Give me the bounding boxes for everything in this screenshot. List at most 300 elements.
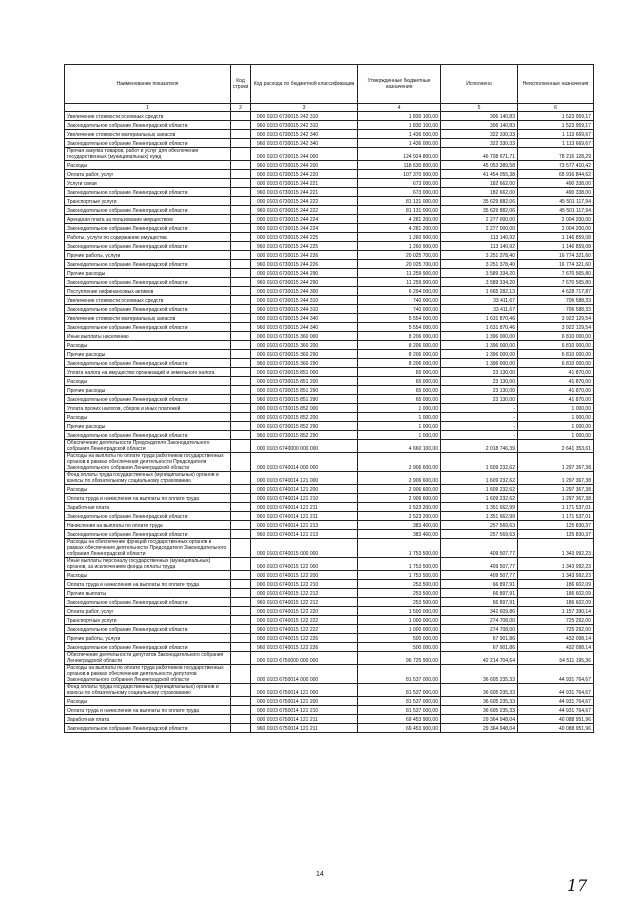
row-budget-code: 960 0103 6740015 122 212: [251, 598, 358, 607]
row-approved: 1 753 500,00: [358, 539, 441, 558]
row-executed: 36 605 235,33: [441, 697, 518, 706]
row-approved: 1 500 000,00: [358, 607, 441, 616]
table-row: [65, 121, 594, 130]
row-executed: 113 140,92: [441, 242, 518, 251]
row-budget-code: 000 0103 6740015 122 210: [251, 580, 358, 589]
row-approved: 81 131 000,00: [358, 197, 441, 206]
row-executed: 1 396 000,00: [441, 359, 518, 368]
row-approved: 4 281 200,00: [358, 224, 441, 233]
row-executed: 257 569,63: [441, 521, 518, 530]
row-unexecuted: 1 343 992,23: [518, 558, 594, 571]
row-unexecuted: 1 343 992,23: [518, 571, 594, 580]
table-row: [65, 558, 594, 571]
row-line-code: [231, 188, 251, 197]
row-unexecuted: 2 641 353,61: [518, 440, 594, 453]
row-line-code: [231, 616, 251, 625]
row-name: Расходы на обеспечение функций государственных органов в рамках обеспечения деятельности Председателя Законодательного собрания Ленинградской области: [65, 539, 231, 558]
row-executed: 67 901,86: [441, 643, 518, 652]
row-budget-code: 000 0103 6730015 244 221: [251, 179, 358, 188]
row-executed: 2 277 000,00: [441, 224, 518, 233]
row-budget-code: 000 0103 6730015 244 310: [251, 296, 358, 305]
row-line-code: [231, 512, 251, 521]
row-approved: 81 537 000,00: [358, 684, 441, 697]
row-approved: 20 025 700,00: [358, 260, 441, 269]
row-name: Услуги связи: [65, 179, 231, 188]
row-unexecuted: 1 297 367,38: [518, 453, 594, 472]
table-row: [65, 485, 594, 494]
row-unexecuted: 1 157 390,14: [518, 607, 594, 616]
row-line-code: [231, 368, 251, 377]
row-executed: -: [441, 413, 518, 422]
row-executed: 113 140,92: [441, 233, 518, 242]
row-executed: 29 364 948,04: [441, 715, 518, 724]
table-row: [65, 112, 594, 121]
row-unexecuted: 41 870,00: [518, 395, 594, 404]
row-approved: 253 500,00: [358, 598, 441, 607]
row-name: Законодательное собрание Ленинградской области: [65, 323, 231, 332]
row-executed: -: [441, 422, 518, 431]
row-budget-code: 960 0103 6730015 242 310: [251, 121, 358, 130]
row-approved: 118 630 800,00: [358, 161, 441, 170]
row-unexecuted: 6 810 000,00: [518, 350, 594, 359]
row-line-code: [231, 634, 251, 643]
row-executed: 1 609 232,62: [441, 494, 518, 503]
row-name: Законодательное собрание Ленинградской области: [65, 242, 231, 251]
row-name: Законодательное собрание Ленинградской области: [65, 530, 231, 539]
table-row: [65, 170, 594, 179]
table-row: [65, 431, 594, 440]
row-approved: 69 453 900,00: [358, 724, 441, 733]
row-executed: 409 507,77: [441, 539, 518, 558]
row-approved: 81 537 000,00: [358, 665, 441, 684]
row-budget-code: 000 0103 6740015 122 222: [251, 616, 358, 625]
row-budget-code: 000 0103 6730015 852 290: [251, 422, 358, 431]
row-budget-code: 000 0103 6750014 121 210: [251, 706, 358, 715]
row-unexecuted: 7 670 565,80: [518, 278, 594, 287]
row-name: Транспортные услуги: [65, 616, 231, 625]
row-approved: 1 000 000,00: [358, 616, 441, 625]
table-row: [65, 278, 594, 287]
row-executed: 409 507,77: [441, 558, 518, 571]
row-budget-code: 960 0103 6740015 122 226: [251, 643, 358, 652]
row-unexecuted: 73 577 410,42: [518, 161, 594, 170]
row-budget-code: 960 0103 6730015 244 290: [251, 278, 358, 287]
row-executed: 182 662,00: [441, 188, 518, 197]
row-unexecuted: 1 146 859,08: [518, 242, 594, 251]
row-name: Прочие расходы: [65, 386, 231, 395]
row-approved: 253 500,00: [358, 589, 441, 598]
table-row: [65, 296, 594, 305]
row-unexecuted: 186 602,09: [518, 598, 594, 607]
row-executed: 23 130,00: [441, 368, 518, 377]
row-unexecuted: 1 113 669,67: [518, 139, 594, 148]
row-approved: 1 436 000,00: [358, 130, 441, 139]
row-line-code: [231, 706, 251, 715]
row-name: Иные выплаты населению: [65, 332, 231, 341]
row-executed: 3 251 378,40: [441, 260, 518, 269]
table-row: [65, 148, 594, 161]
row-approved: 81 131 000,00: [358, 206, 441, 215]
row-approved: 11 259 900,00: [358, 278, 441, 287]
row-budget-code: 000 0103 6730015 244 222: [251, 197, 358, 206]
row-name: Законодательное собрание Ленинградской области: [65, 431, 231, 440]
row-budget-code: 000 0103 6730015 244 000: [251, 148, 358, 161]
row-unexecuted: 1 297 367,38: [518, 494, 594, 503]
row-line-code: [231, 422, 251, 431]
row-unexecuted: 1 113 669,67: [518, 130, 594, 139]
row-executed: 3 589 334,20: [441, 278, 518, 287]
row-approved: 500 000,00: [358, 643, 441, 652]
row-budget-code: 000 0103 6730015 244 220: [251, 170, 358, 179]
row-approved: 1 260 900,00: [358, 233, 441, 242]
row-budget-code: 000 0103 6750014 121 211: [251, 715, 358, 724]
row-budget-code: 000 0103 6730015 360 200: [251, 341, 358, 350]
row-name: Арендная плата за пользование имуществом: [65, 215, 231, 224]
row-executed: 23 130,00: [441, 377, 518, 386]
row-name: Законодательное собрание Ленинградской области: [65, 121, 231, 130]
row-executed: 306 140,83: [441, 121, 518, 130]
row-name: Расходы: [65, 485, 231, 494]
row-name: Расходы на выплаты по оплате труда работников государственных органов в рамках обеспечения деятельности депутатов Законодательного собрания Ленинградской области: [65, 665, 231, 684]
row-executed: 35 629 882,06: [441, 197, 518, 206]
row-budget-code: 960 0103 6730015 242 340: [251, 139, 358, 148]
row-line-code: [231, 539, 251, 558]
table-row: [65, 251, 594, 260]
row-executed: 1 351 662,99: [441, 512, 518, 521]
row-name: Законодательное собрание Ленинградской области: [65, 224, 231, 233]
row-name: Законодательное собрание Ленинградской области: [65, 139, 231, 148]
row-approved: 5 554 000,00: [358, 314, 441, 323]
row-unexecuted: 44 931 764,67: [518, 697, 594, 706]
row-name: Оплата работ, услуг: [65, 170, 231, 179]
row-name: Оплата труда и начисления на выплаты по оплате труда: [65, 706, 231, 715]
row-executed: 29 364 948,04: [441, 724, 518, 733]
row-name: Иные выплаты персоналу государственных (муниципальных) органов, за исключением фонда оплаты труда: [65, 558, 231, 571]
row-budget-code: 960 0103 6730015 244 224: [251, 224, 358, 233]
row-name: Увеличение стоимости материальных запасов: [65, 314, 231, 323]
row-executed: 1 631 870,46: [441, 323, 518, 332]
row-unexecuted: 1 000,00: [518, 422, 594, 431]
row-budget-code: 000 0103 6730015 360 290: [251, 350, 358, 359]
row-executed: 45 053 389,58: [441, 161, 518, 170]
row-line-code: [231, 684, 251, 697]
table-row: [65, 197, 594, 206]
row-line-code: [231, 305, 251, 314]
row-name: Законодательное собрание Ленинградской области: [65, 643, 231, 652]
row-line-code: [231, 652, 251, 665]
row-unexecuted: 490 338,00: [518, 188, 594, 197]
row-budget-code: 000 0103 6740014 121 213: [251, 521, 358, 530]
table-row: [65, 188, 594, 197]
row-budget-code: 960 0103 6750014 121 211: [251, 724, 358, 733]
row-approved: 740 000,00: [358, 305, 441, 314]
row-approved: 500 000,00: [358, 634, 441, 643]
row-executed: 2 277 000,00: [441, 215, 518, 224]
row-unexecuted: 2 004 200,00: [518, 215, 594, 224]
row-budget-code: 960 0103 6730015 244 200: [251, 161, 358, 170]
row-executed: -: [441, 404, 518, 413]
row-name: Транспортные услуги: [65, 197, 231, 206]
row-line-code: [231, 112, 251, 121]
row-executed: 36 605 235,33: [441, 706, 518, 715]
row-line-code: [231, 179, 251, 188]
row-approved: 1 000,00: [358, 413, 441, 422]
row-unexecuted: 45 501 117,94: [518, 197, 594, 206]
row-name: Заработная плата: [65, 503, 231, 512]
row-approved: 124 924 800,00: [358, 148, 441, 161]
row-name: Прочие расходы: [65, 269, 231, 278]
row-line-code: [231, 589, 251, 598]
row-approved: 2 906 600,00: [358, 453, 441, 472]
table-row: [65, 625, 594, 634]
row-budget-code: 000 0103 6730015 360 000: [251, 332, 358, 341]
row-approved: 20 025 700,00: [358, 251, 441, 260]
row-name: Оплата труда и начисления на выплаты по оплате труда: [65, 580, 231, 589]
row-line-code: [231, 242, 251, 251]
row-executed: 33 411,67: [441, 305, 518, 314]
table-row: [65, 323, 594, 332]
row-unexecuted: 41 870,00: [518, 368, 594, 377]
row-budget-code: 960 0103 6740014 121 213: [251, 530, 358, 539]
table-row: [65, 715, 594, 724]
row-executed: 36 605 235,33: [441, 684, 518, 697]
row-approved: 2 906 600,00: [358, 494, 441, 503]
row-name: Поступление нефинансовых активов: [65, 287, 231, 296]
row-unexecuted: 1 146 859,08: [518, 233, 594, 242]
row-approved: 107 370 900,00: [358, 170, 441, 179]
table-row: [65, 224, 594, 233]
row-unexecuted: 65 916 844,62: [518, 170, 594, 179]
table-row: [65, 332, 594, 341]
row-approved: 65 000,00: [358, 368, 441, 377]
row-unexecuted: 1 297 367,38: [518, 485, 594, 494]
row-line-code: [231, 215, 251, 224]
row-approved: 383 400,00: [358, 521, 441, 530]
row-approved: 1 830 100,00: [358, 121, 441, 130]
row-budget-code: 000 0103 6730015 244 290: [251, 269, 358, 278]
table-row: [65, 724, 594, 733]
row-unexecuted: 44 931 764,67: [518, 665, 594, 684]
row-line-code: [231, 665, 251, 684]
row-line-code: [231, 323, 251, 332]
table-row: [65, 130, 594, 139]
row-name: Обеспечение деятельности депутатов Законодательного собрания Ленинградской области: [65, 652, 231, 665]
row-approved: 1 753 500,00: [358, 558, 441, 571]
row-line-code: [231, 350, 251, 359]
row-unexecuted: 125 830,37: [518, 521, 594, 530]
row-executed: 274 708,00: [441, 625, 518, 634]
row-approved: 5 554 000,00: [358, 323, 441, 332]
row-unexecuted: 1 171 537,01: [518, 503, 594, 512]
table-row: [65, 404, 594, 413]
col-num: 6: [518, 104, 594, 112]
row-unexecuted: 2 004 200,00: [518, 224, 594, 233]
row-budget-code: 000 0103 6740014 121 000: [251, 472, 358, 485]
row-name: Фонд оплаты труда государственных (муниципальных) органов и взносы по обязательному социальному страхованию: [65, 684, 231, 697]
row-approved: 65 000,00: [358, 386, 441, 395]
row-budget-code: 960 0103 6730015 360 290: [251, 359, 358, 368]
row-line-code: [231, 404, 251, 413]
header-line-code: Код строки: [231, 65, 251, 104]
row-approved: 4 660 100,00: [358, 440, 441, 453]
table-row: [65, 665, 594, 684]
row-unexecuted: 45 501 117,94: [518, 206, 594, 215]
row-name: Расходы: [65, 341, 231, 350]
row-line-code: [231, 359, 251, 368]
table-row: [65, 684, 594, 697]
row-budget-code: 000 0103 6730015 851 200: [251, 377, 358, 386]
row-approved: 69 453 900,00: [358, 715, 441, 724]
row-budget-code: 000 0103 6750014 121 200: [251, 697, 358, 706]
row-approved: 1 753 500,00: [358, 571, 441, 580]
row-budget-code: 000 0103 6750014 121 000: [251, 684, 358, 697]
row-executed: 1 351 662,99: [441, 503, 518, 512]
row-line-code: [231, 130, 251, 139]
row-executed: 33 411,67: [441, 296, 518, 305]
table-row: [65, 472, 594, 485]
row-approved: 2 523 200,00: [358, 512, 441, 521]
row-unexecuted: 706 588,33: [518, 296, 594, 305]
row-name: Расходы: [65, 697, 231, 706]
row-unexecuted: 725 292,00: [518, 616, 594, 625]
table-row: [65, 305, 594, 314]
row-budget-code: 000 0103 6740014 121 211: [251, 503, 358, 512]
row-executed: 66 897,91: [441, 598, 518, 607]
row-line-code: [231, 224, 251, 233]
row-line-code: [231, 494, 251, 503]
row-budget-code: 000 0103 6740015 000 000: [251, 539, 358, 558]
row-executed: 182 662,00: [441, 179, 518, 188]
table-row: [65, 598, 594, 607]
row-line-code: [231, 558, 251, 571]
row-unexecuted: 44 931 764,67: [518, 706, 594, 715]
table-row: [65, 652, 594, 665]
table-row: [65, 215, 594, 224]
table-row: [65, 616, 594, 625]
table-row: [65, 242, 594, 251]
table-row: [65, 453, 594, 472]
row-budget-code: 000 0103 6740000 000 000: [251, 440, 358, 453]
header-executed: Исполнено: [441, 65, 518, 104]
table-row: [65, 503, 594, 512]
row-line-code: [231, 453, 251, 472]
row-name: Законодательное собрание Ленинградской области: [65, 359, 231, 368]
table-row: [65, 521, 594, 530]
col-num: 5: [441, 104, 518, 112]
row-line-code: [231, 341, 251, 350]
col-num: 3: [251, 104, 358, 112]
row-line-code: [231, 413, 251, 422]
row-approved: 1 000,00: [358, 404, 441, 413]
row-unexecuted: 1 171 537,01: [518, 512, 594, 521]
table-row: [65, 643, 594, 652]
row-approved: 1 830 100,00: [358, 112, 441, 121]
row-name: Начисления на выплаты по оплате труда: [65, 521, 231, 530]
row-approved: 2 523 200,00: [358, 503, 441, 512]
row-executed: 2 018 746,39: [441, 440, 518, 453]
row-line-code: [231, 724, 251, 733]
row-line-code: [231, 170, 251, 179]
header-name: Наименование показателя: [65, 65, 231, 104]
table-row: [65, 368, 594, 377]
row-unexecuted: 16 774 321,60: [518, 260, 594, 269]
row-executed: 306 140,83: [441, 112, 518, 121]
row-approved: 2 906 600,00: [358, 485, 441, 494]
row-budget-code: 960 0103 6730015 244 310: [251, 305, 358, 314]
row-unexecuted: 1 000,00: [518, 404, 594, 413]
row-name: Расходы: [65, 571, 231, 580]
row-budget-code: 000 0103 6740014 000 000: [251, 453, 358, 472]
row-unexecuted: 186 602,09: [518, 580, 594, 589]
row-unexecuted: 41 870,00: [518, 386, 594, 395]
row-budget-code: 000 0103 6730015 852 200: [251, 413, 358, 422]
row-budget-code: 000 0103 6740015 122 212: [251, 589, 358, 598]
row-executed: 67 901,86: [441, 634, 518, 643]
row-budget-code: 000 0103 6730015 852 000: [251, 404, 358, 413]
table-row: [65, 206, 594, 215]
row-line-code: [231, 503, 251, 512]
table-row: [65, 395, 594, 404]
row-executed: 274 708,00: [441, 616, 518, 625]
col-num: 2: [231, 104, 251, 112]
header-unexecuted: Неисполненные назначения: [518, 65, 594, 104]
row-line-code: [231, 251, 251, 260]
table-row: [65, 314, 594, 323]
row-approved: 1 000,00: [358, 422, 441, 431]
row-approved: 1 260 900,00: [358, 242, 441, 251]
header-budget-code: Код расхода по бюджетной классификации: [251, 65, 358, 104]
row-name: Прочие расходы: [65, 422, 231, 431]
row-line-code: [231, 643, 251, 652]
row-line-code: [231, 521, 251, 530]
row-unexecuted: 1 000,00: [518, 431, 594, 440]
row-approved: 740 000,00: [358, 296, 441, 305]
row-name: Увеличение стоимости основных средств: [65, 296, 231, 305]
row-budget-code: 000 0103 6730015 242 340: [251, 130, 358, 139]
row-name: Законодательное собрание Ленинградской области: [65, 598, 231, 607]
row-executed: 41 454 055,38: [441, 170, 518, 179]
row-unexecuted: 706 588,33: [518, 305, 594, 314]
row-approved: 8 206 000,00: [358, 350, 441, 359]
row-approved: 81 537 000,00: [358, 697, 441, 706]
row-name: Уплата прочих налогов, сборов и иных платежей: [65, 404, 231, 413]
row-name: Законодательное собрание Ленинградской области: [65, 625, 231, 634]
row-approved: 8 206 000,00: [358, 332, 441, 341]
row-name: Работы, услуги по содержанию имущества: [65, 233, 231, 242]
row-name: Прочие выплаты: [65, 589, 231, 598]
row-unexecuted: 3 922 129,54: [518, 314, 594, 323]
row-budget-code: 000 0103 6740015 122 000: [251, 558, 358, 571]
row-unexecuted: 125 830,37: [518, 530, 594, 539]
row-unexecuted: 432 098,14: [518, 634, 594, 643]
row-approved: 8 206 000,00: [358, 359, 441, 368]
row-name: Расходы: [65, 377, 231, 386]
row-budget-code: 000 0103 6730015 244 300: [251, 287, 358, 296]
row-unexecuted: 40 088 951,96: [518, 724, 594, 733]
row-budget-code: 960 0103 6730015 851 290: [251, 395, 358, 404]
row-unexecuted: 490 338,00: [518, 179, 594, 188]
row-approved: 4 281 200,00: [358, 215, 441, 224]
row-unexecuted: 725 292,00: [518, 625, 594, 634]
row-name: Уплата налога на имущество организаций и земельного налога: [65, 368, 231, 377]
row-budget-code: 000 0103 6730015 244 340: [251, 314, 358, 323]
row-budget-code: 960 0103 6730015 244 340: [251, 323, 358, 332]
row-executed: 1 396 000,00: [441, 332, 518, 341]
row-line-code: [231, 386, 251, 395]
table-row: [65, 350, 594, 359]
row-line-code: [231, 431, 251, 440]
row-budget-code: 960 0103 6730015 244 225: [251, 242, 358, 251]
